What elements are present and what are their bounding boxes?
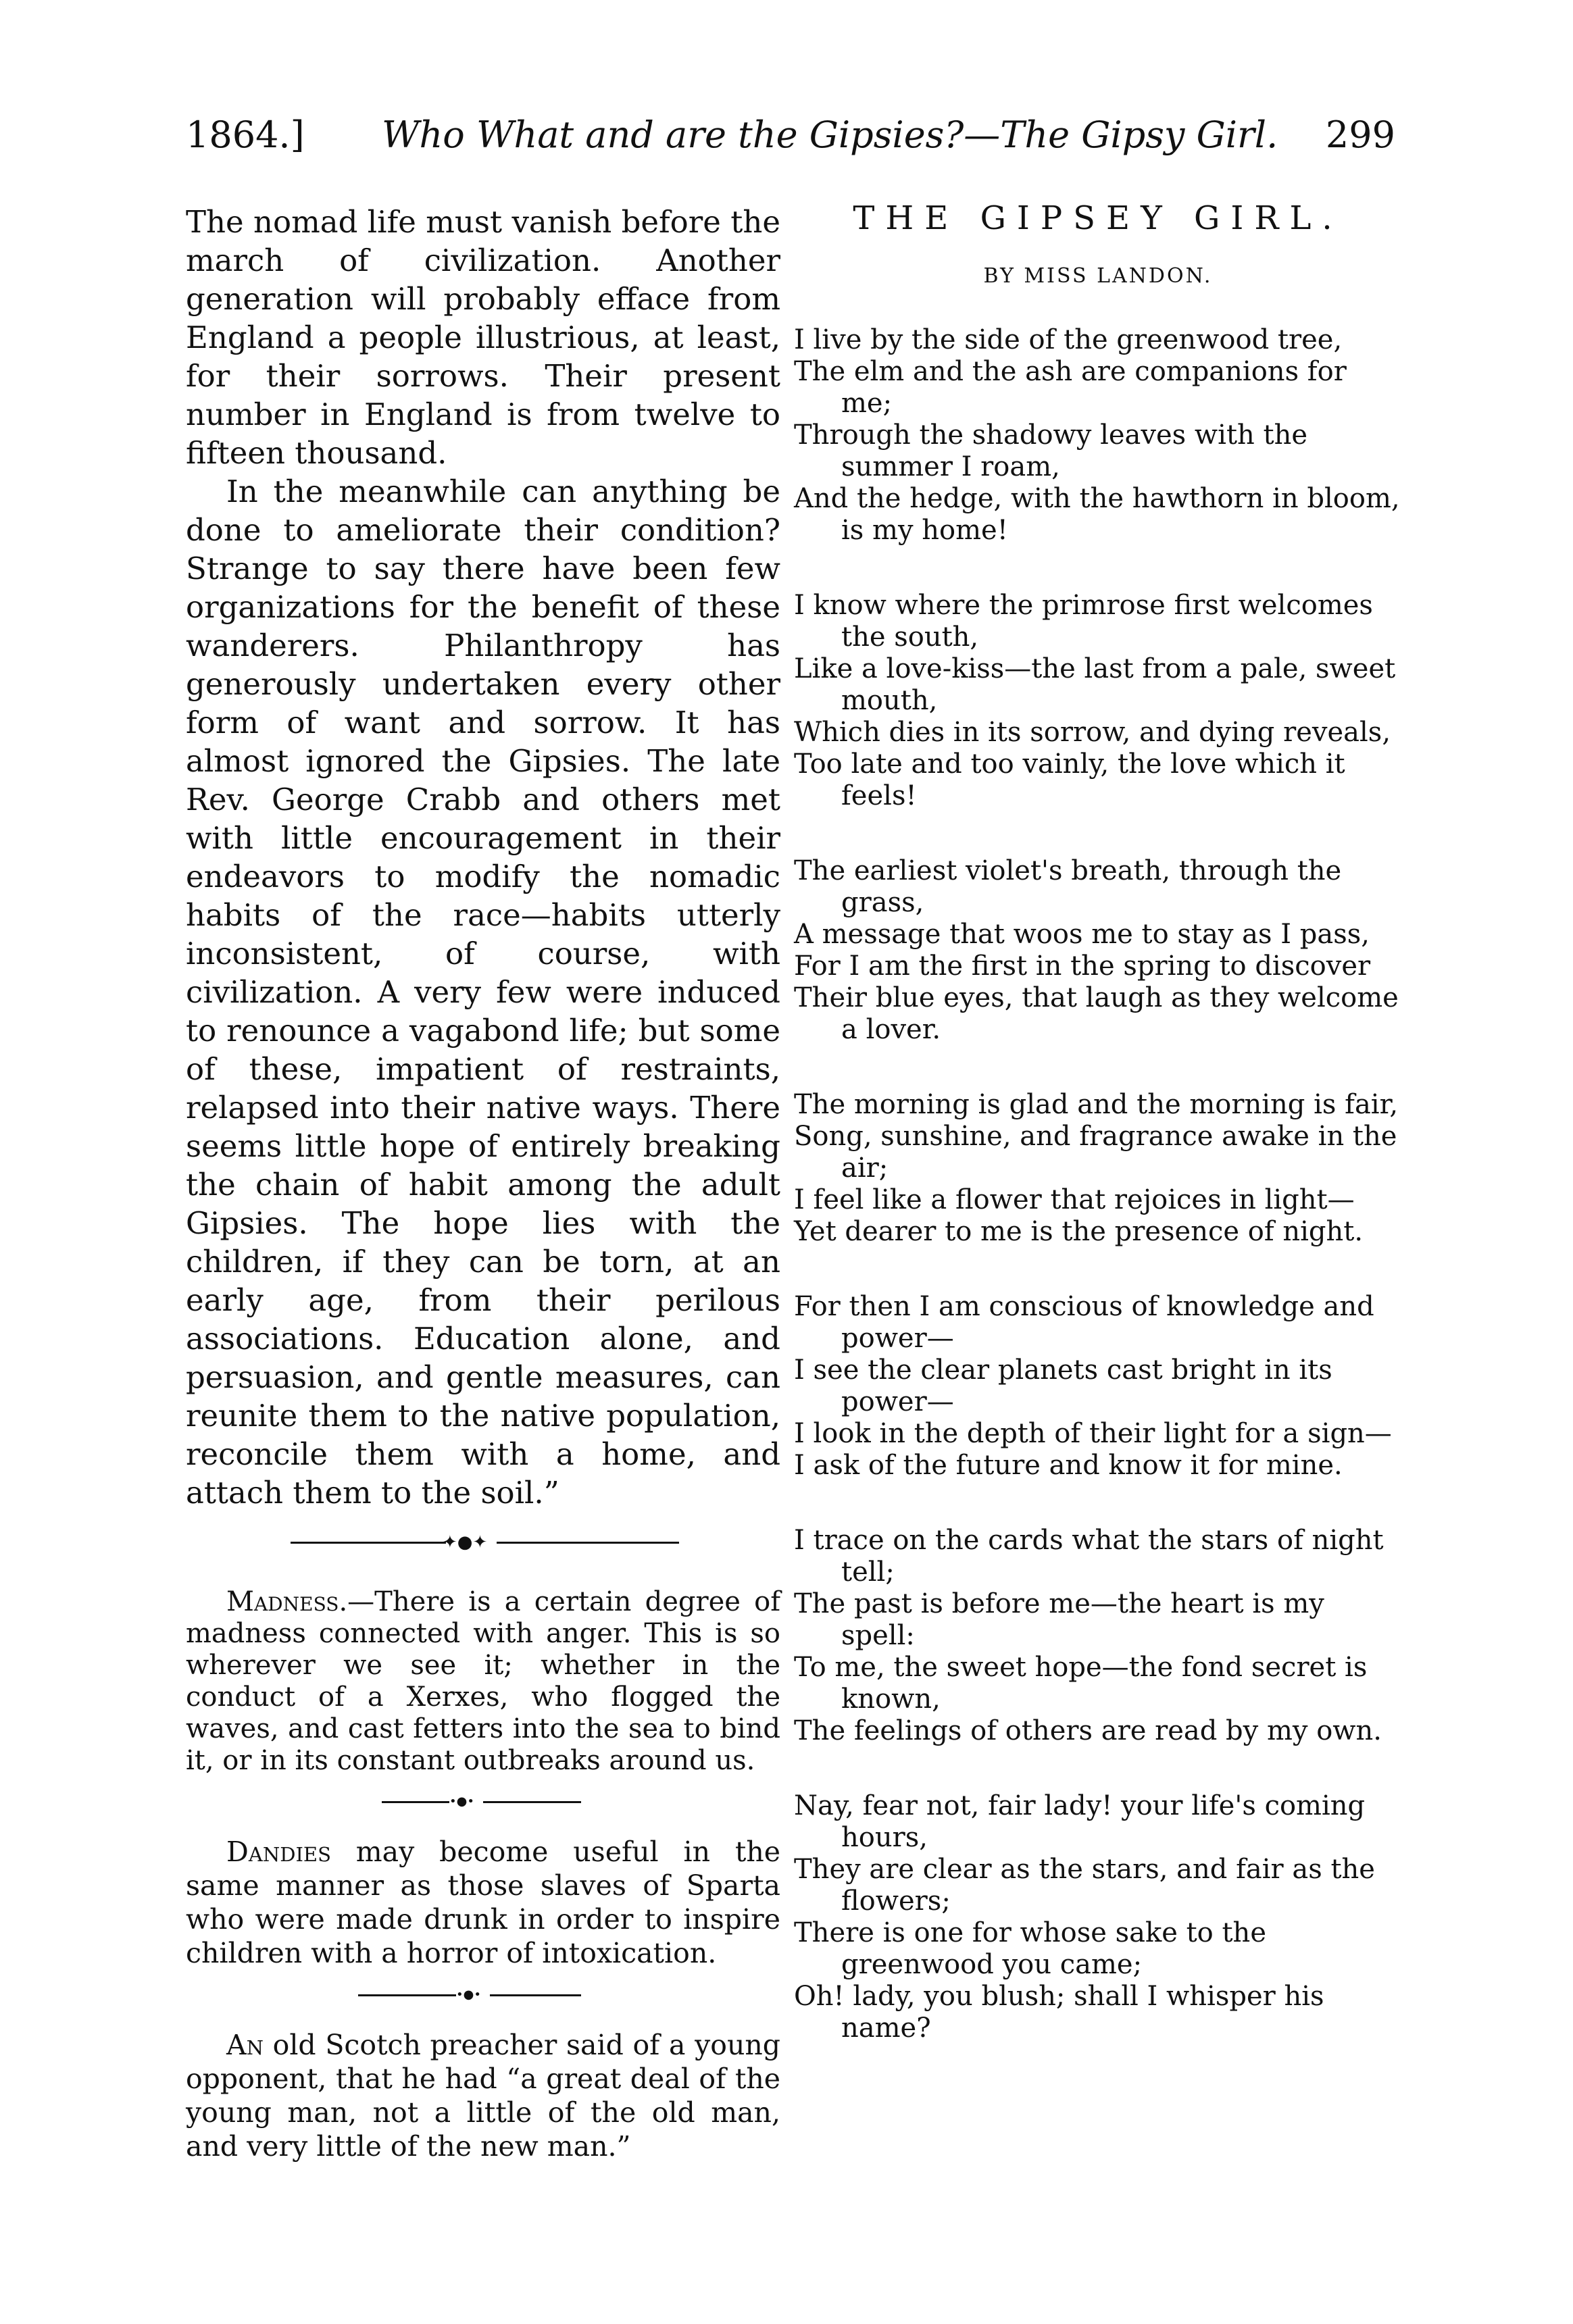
verse-line: The elm and the ash are companions for me;: [794, 356, 1347, 419]
verse-line: Like a love-kiss—the last from a pale, sweet mouth,: [794, 653, 1396, 716]
verse-line: Too late and too vainly, the love which it feels!: [794, 749, 1345, 811]
verse-line: There is one for whose sake to the greenwood you came;: [794, 1917, 1266, 1980]
verse-line: Song, sunshine, and fragrance awake in the air;: [794, 1121, 1397, 1184]
verse-line: Their blue eyes, that laugh as they welcome a lover.: [794, 982, 1399, 1045]
poem-column: [794, 199, 1402, 2044]
dandies-text: may become useful in the same manner as those slaves of Sparta who were made drunk in order to inspire children with a horror of intoxication.: [186, 1836, 780, 1969]
paragraph-scotch-preacher: [186, 2028, 780, 2163]
stanza-7: [794, 1790, 1402, 2044]
poem-byline: BY MISS LANDON.: [983, 264, 1213, 288]
paragraph-nomad-life: The nomad life must vanish before the march of civilization. Another generation will probably efface from England a people illustrious, at least, for their sorrows. Their present number in England is from twelve to fifteen thousand.: [186, 204, 780, 471]
paragraph-dandies: [186, 1835, 780, 1970]
verse-line: I live by the side of the greenwood tree,: [794, 324, 1343, 355]
madness-text: —There is a certain degree of madness connected with anger. This is so wherever we see it; whether in the conduct of a Xerxes, who flogged the waves, and cast fetters into the sea to bind it, or in its constant outbreaks around us.: [186, 1586, 780, 1776]
verse-line: For I am the first in the spring to discover: [794, 951, 1371, 982]
verse-line: I see the clear planets cast bright in its power—: [794, 1355, 1332, 1417]
verse-line: Yet dearer to me is the presence of night.: [794, 1216, 1364, 1247]
verse-line: A message that woos me to stay as I pass,: [794, 919, 1370, 950]
verse-line: Through the shadowy leaves with the summer I roam,: [794, 420, 1307, 482]
verse-line: The feelings of others are read by my own.: [794, 1715, 1382, 1746]
madness-heading: Madness.: [226, 1586, 348, 1617]
divider-small-1: •●•: [186, 1792, 780, 1812]
verse-line: I know where the primrose first welcomes the south,: [794, 590, 1373, 653]
verse-line: I ask of the future and know it for mine.: [794, 1450, 1343, 1481]
verse-line: I feel like a flower that rejoices in light—: [794, 1184, 1355, 1215]
stanza-1: [794, 324, 1402, 547]
verse-line: For then I am conscious of knowledge and power—: [794, 1291, 1374, 1354]
verse-line: And the hedge, with the hawthorn in bloom, is my home!: [794, 483, 1400, 546]
stanza-2: [794, 590, 1402, 812]
dandies-heading: Dandies: [226, 1836, 331, 1868]
verse-line: The earliest violet's breath, through the grass,: [794, 855, 1342, 918]
stanza-6: [794, 1525, 1402, 1747]
stanza-4: [794, 1089, 1402, 1248]
divider-small-2: •●•: [186, 1985, 780, 2005]
scotch-heading: An: [226, 2029, 264, 2061]
running-title: Who What and are the Gipsies?—The Gipsy Girl.: [382, 113, 1278, 156]
verse-line: Which dies in its sorrow, and dying reveals,: [794, 717, 1391, 748]
verse-line: They are clear as the stars, and fair as the flowers;: [794, 1854, 1375, 1917]
verse-line: To me, the sweet hope—the fond secret is known,: [794, 1652, 1368, 1715]
left-column: [186, 203, 780, 2163]
stanza-3: [794, 855, 1402, 1046]
scotch-text: old Scotch preacher said of a young opponent, that he had “a great deal of the young man, not a little of the old man, and very little of the new man.”: [186, 2029, 780, 2163]
poem-title: THE GIPSEY GIRL.: [853, 199, 1343, 237]
verse-line: The past is before me—the heart is my spell:: [794, 1588, 1324, 1651]
page-number: 299: [1325, 113, 1395, 156]
paragraph-ameliorate: In the meanwhile can anything be done to ameliorate their condition? Strange to say there have been few organizations for the benefit of these wanderers. Philanthropy has generously undertaken every other form of want and sorrow. It has almost ignored the Gipsies. The late Rev. George Crabb and others met with little encouragement in their endeavors to modify the nomadic habits of the race—habits utterly inconsistent, of course, with civilization. A very few were induced to renounce a vagabond life; but some of these, impatient of restraints, relapsed into their native ways. There seems little hope of entirely breaking the chain of habit among the adult Gipsies. The hope lies with the children, if they can be torn, at an early age, from their perilous associations. Education alone, and persuasion, and gentle measures, can reunite them to the native population, reconcile them with a home, and attach them to the soil.”: [186, 474, 780, 1511]
paragraph-madness: [186, 1586, 780, 1777]
verse-line: Oh! lady, you blush; shall I whisper his name?: [794, 1981, 1324, 2044]
verse-line: The morning is glad and the morning is fair,: [794, 1089, 1399, 1120]
header-year: 1864.]: [186, 113, 305, 156]
running-header: [186, 113, 1395, 168]
stanza-5: [794, 1291, 1402, 1482]
verse-line: Nay, fear not, fair lady! your life's coming hours,: [794, 1790, 1366, 1853]
verse-line: I look in the depth of their light for a sign—: [794, 1418, 1392, 1449]
verse-line: I trace on the cards what the stars of night tell;: [794, 1525, 1384, 1588]
ornamental-divider: ✦●✦: [186, 1532, 780, 1552]
